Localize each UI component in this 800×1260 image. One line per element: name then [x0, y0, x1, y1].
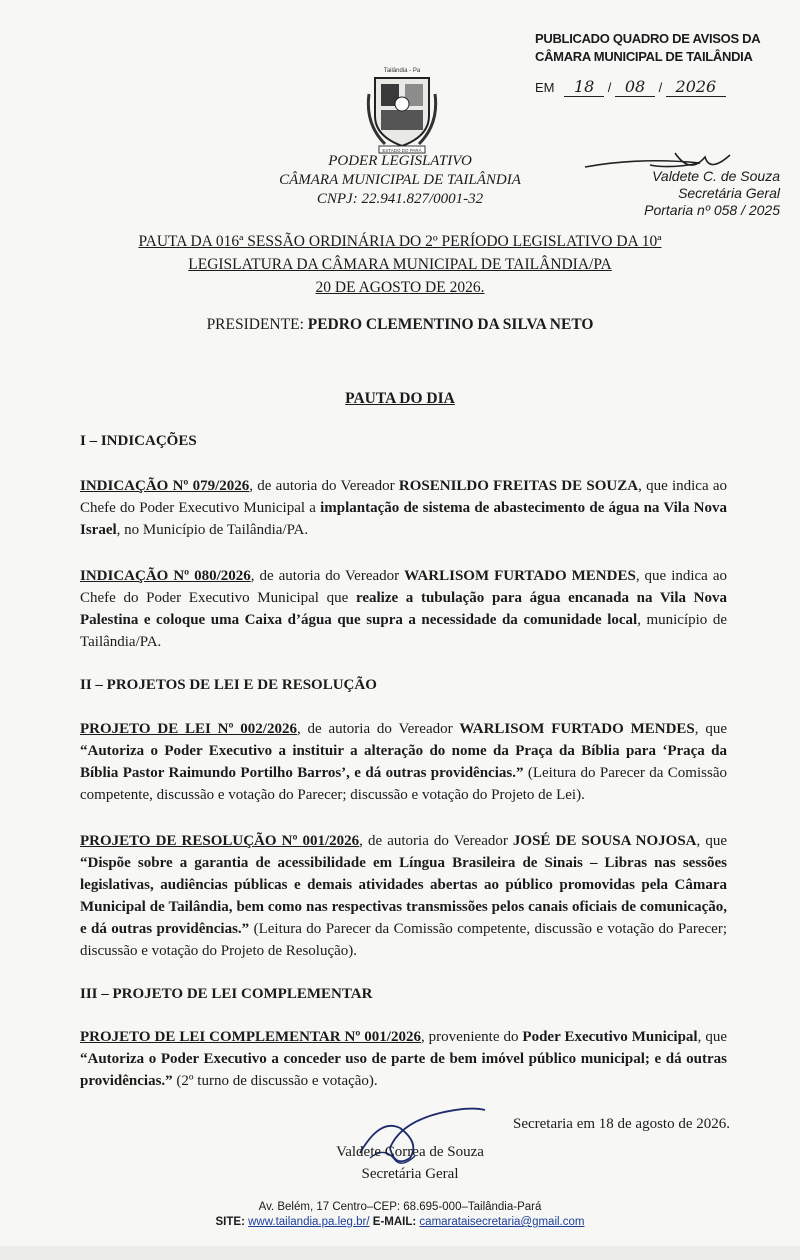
stamp-day: 18: [564, 78, 604, 97]
svg-text:ESTADO DO PARÁ: ESTADO DO PARÁ: [382, 148, 422, 153]
signer-role: Secretária Geral: [361, 1166, 459, 1182]
president-name: PEDRO CLEMENTINO DA SILVA NETO: [307, 316, 594, 333]
footer-site-label: SITE:: [215, 1216, 245, 1228]
municipal-crest-logo: [365, 64, 439, 156]
institution-cnpj: CNPJ: 22.941.827/0001-32: [316, 191, 484, 207]
stamp-portaria: Portaria nº 058 / 2025: [644, 202, 780, 218]
item-author: Poder Executivo Municipal: [522, 1029, 698, 1045]
closing-signer: [300, 1141, 520, 1185]
stamp-signer-block: [580, 168, 780, 219]
item-author: ROSENILDO FREITAS DE SOUZA: [398, 478, 639, 494]
item-author: WARLISOM FURTADO MENDES: [459, 721, 695, 737]
document-footer: [150, 1200, 650, 1230]
title-line-3: 20 DE AGOSTO DE 2026.: [315, 279, 485, 296]
stamp-signer: Valdete C. de Souza: [652, 168, 780, 184]
document-title: [80, 230, 720, 299]
agenda-item: INDICAÇÃO Nº 079/2026, de autoria do Vereador ROSENILDO FREITAS DE SOUZA, que indica ao Chefe do Poder Executivo Municipal a implantação de sistema de abastecimento de água na Vila Nova Israel, no Município de Tailândia/PA.: [80, 478, 728, 538]
item-subject: realize a tubulação para água encanada na Vila Nova Palestina e coloque uma Caixa d’água que supra a necessidade da comunidade local: [80, 590, 728, 628]
publication-stamp: [535, 30, 785, 97]
item-reference: PROJETO DE LEI Nº 002/2026: [80, 721, 297, 737]
section-heading-projetos: II – PROJETOS DE LEI E DE RESOLUÇÃO: [80, 677, 377, 693]
pauta-heading: PAUTA DO DIA: [345, 390, 455, 407]
stamp-date-prefix: EM: [535, 80, 555, 95]
president-line: [80, 316, 720, 334]
closing-date: Secretaria em 18 de agosto de 2026.: [512, 1116, 730, 1132]
item-reference: PROJETO DE RESOLUÇÃO Nº 001/2026: [80, 833, 360, 849]
item-subject: implantação de sistema de abastecimento de água na Vila Nova Israel: [80, 500, 727, 538]
institution-line: PODER LEGISLATIVO: [328, 153, 472, 169]
page-edge: [0, 1246, 800, 1260]
agenda-item: PROJETO DE LEI Nº 002/2026, de autoria do Vereador WARLISOM FURTADO MENDES, que “Autoriza o Poder Executivo a instituir a alteração do nome da Praça da Bíblia para ‘Praça da Bíblia Pastor Raimundo Portilho Barros’, e dá outras providências.” (Leitura do Parecer da Comissão competente, discussão e votação do Parecer; discussão e votação do Projeto de Lei).: [80, 721, 727, 803]
footer-email-link[interactable]: camarataisecretaria@gmail.com: [419, 1216, 585, 1228]
agenda-item: PROJETO DE RESOLUÇÃO Nº 001/2026, de autoria do Vereador JOSÉ DE SOUSA NOJOSA, que “Dispõe sobre a garantia de acessibilidade em Língua Brasileira de Sinais – Libras nas sessões legislativas, audiências públicas e demais atividades abertas ao público promovidas pela Câmara Municipal de Tailândia, bem como nas respectivas transmissões pelos canais oficiais de comunicação, e dá outras providências.” (Leitura do Parecer da Comissão competente, discussão e votação do Parecer; discussão e votação do Projeto de Resolução).: [80, 833, 727, 959]
svg-text:Tailândia - Pa: Tailândia - Pa: [383, 68, 421, 74]
item-subject: “Autoriza o Poder Executivo a conceder uso de parte de bem imóvel público municipal; e dá outras providências.”: [80, 1051, 727, 1089]
item-author: JOSÉ DE SOUSA NOJOSA: [512, 833, 697, 849]
institution-header: [250, 152, 550, 209]
item-reference: INDICAÇÃO Nº 079/2026: [80, 478, 250, 494]
stamp-month: 08: [615, 78, 655, 97]
item-reference: INDICAÇÃO Nº 080/2026: [80, 568, 251, 584]
stamp-role: Secretária Geral: [678, 185, 780, 201]
stamp-year: 2026: [666, 78, 726, 97]
item-author: WARLISOM FURTADO MENDES: [404, 568, 636, 584]
item-reference: PROJETO DE LEI COMPLEMENTAR Nº 001/2026: [80, 1029, 421, 1045]
stamp-line-1: PUBLICADO QUADRO DE AVISOS DA: [535, 31, 761, 46]
title-line-2: LEGISLATURA DA CÂMARA MUNICIPAL DE TAILÂNDIA/PA: [188, 256, 612, 273]
agenda-item: PROJETO DE LEI COMPLEMENTAR Nº 001/2026, proveniente do Poder Executivo Municipal, que “Autoriza o Poder Executivo a conceder uso de parte de bem imóvel público municipal; e dá outras providências.” (2º turno de discussão e votação).: [80, 1029, 727, 1089]
section-heading-lei-complementar: III – PROJETO DE LEI COMPLEMENTAR: [80, 986, 373, 1002]
item-subject: “Autoriza o Poder Executivo a instituir a alteração do nome da Praça da Bíblia para ‘Praça da Bíblia Pastor Raimundo Portilho Barros’, e dá outras providências.”: [80, 743, 727, 781]
signer-name: Valdete Correa de Souza: [336, 1144, 484, 1160]
stamp-date: EM 18 / 08 / 2026: [535, 78, 785, 97]
president-label: PRESIDENTE:: [206, 316, 304, 333]
footer-site-link[interactable]: www.tailandia.pa.leg.br/: [248, 1216, 370, 1228]
footer-address: Av. Belém, 17 Centro–CEP: 68.695-000–Tailândia-Pará: [258, 1201, 542, 1213]
section-heading-indicacoes: I – INDICAÇÕES: [80, 433, 197, 449]
item-subject: “Dispõe sobre a garantia de acessibilidade em Língua Brasileira de Sinais – Libras nas sessões legislativas, audiências públicas e demais atividades abertas ao público promovidas pela Câmara Municipal de Tailândia, bem como nas respectivas transmissões pelos canais oficiais de comunicação, e dá outras providências.”: [80, 855, 727, 937]
stamp-line-2: CÂMARA MUNICIPAL DE TAILÂNDIA: [535, 49, 753, 64]
title-line-1: PAUTA DA 016ª SESSÃO ORDINÁRIA DO 2º PERÍODO LEGISLATIVO DA 10ª: [138, 233, 662, 250]
institution-line: CÂMARA MUNICIPAL DE TAILÂNDIA: [279, 172, 521, 188]
agenda-item: INDICAÇÃO Nº 080/2026, de autoria do Vereador WARLISOM FURTADO MENDES, que indica ao Chefe do Poder Executivo Municipal que realize a tubulação para água encanada na Vila Nova Palestina e coloque uma Caixa d’água que supra a necessidade da comunidade local, município de Tailândia/PA.: [80, 568, 728, 650]
footer-email-label: E-MAIL:: [372, 1216, 417, 1228]
